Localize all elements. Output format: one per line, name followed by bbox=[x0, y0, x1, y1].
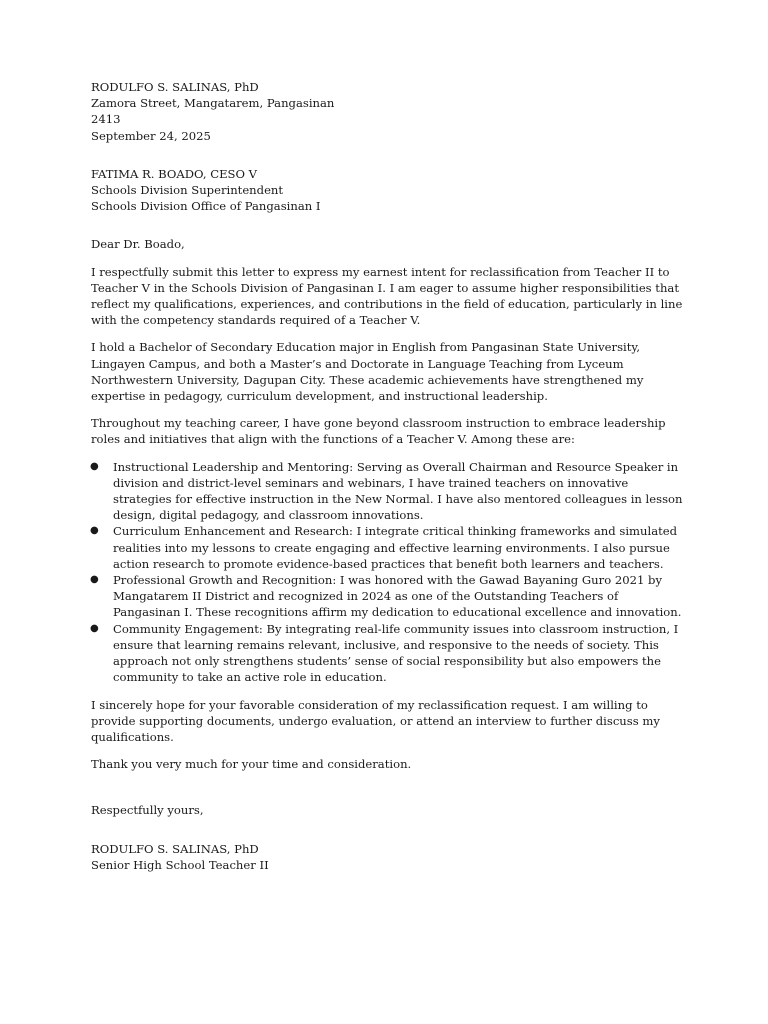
list-item-text: Curriculum Enhancement and Research: I integrate critical thinking frameworks and simulated realities into my lessons to create engaging and effective learning environments. I also pursue action research to promote evidence-based practices that benefit both learners and teachers. bbox=[113, 524, 678, 571]
recipient-name: FATIMA R. BOADO, CESO V bbox=[91, 166, 258, 181]
salutation: Dear Dr. Boado, bbox=[91, 237, 185, 252]
sender-block bbox=[91, 79, 685, 144]
bullet-icon: ● bbox=[90, 460, 99, 472]
list-item bbox=[91, 459, 685, 524]
paragraph-request: I sincerely hope for your favorable consideration of my reclassification request. I am willing to provide supporting documents, undergo evaluation, or attend an interview to further discuss my qualifications. bbox=[91, 697, 660, 744]
paragraph-education: I hold a Bachelor of Secondary Education major in English from Pangasinan State University, Lingayen Campus, and both a Master’s and Doctorate in Language Teaching from Lyceum Northwestern University, Dagupan City. These academic achievements have strengthened my expertise in pedagogy, curriculum development, and instructional leadership. bbox=[91, 340, 644, 404]
list-item-text: Instructional Leadership and Mentoring: Serving as Overall Chairman and Resource Speaker in division and district-level seminars and webinars, I have trained teachers on innovative strategies for effective instruction in the New Normal. I have also mentored colleagues in lesson design, digital pedagogy, and classroom innovations. bbox=[113, 459, 683, 523]
bullet-icon: ● bbox=[90, 525, 99, 537]
recipient-title: Schools Division Superintendent bbox=[91, 183, 284, 198]
bullet-icon: ● bbox=[90, 574, 99, 586]
signature-block bbox=[91, 841, 685, 873]
list-item bbox=[91, 523, 685, 572]
complimentary-close: Respectfully yours, bbox=[91, 803, 204, 818]
paragraph-intro: I respectfully submit this letter to express my earnest intent for reclassification from Teacher II to Teacher V in the Schools Division of Pangasinan I. I am eager to assume higher responsibilities that reflect my qualifications, experiences, and contributions in the field of education, particularly in line with the competency standards required of a Teacher V. bbox=[91, 264, 683, 328]
sender-zip: 2413 bbox=[91, 112, 121, 127]
list-item-text: Community Engagement: By integrating real-life community issues into classroom instruction, I ensure that learning remains relevant, inclusive, and responsive to the needs of society. This approach not only strengthens students’ sense of social responsibility but also empowers the community to take an active role in education. bbox=[113, 621, 679, 685]
signature-title: Senior High School Teacher II bbox=[91, 857, 269, 872]
recipient-block bbox=[91, 166, 685, 215]
paragraph-career: Throughout my teaching career, I have gone beyond classroom instruction to embrace leadership roles and initiatives that align with the functions of a Teacher V. Among these are: bbox=[91, 416, 666, 447]
sender-name: RODULFO S. SALINAS, PhD bbox=[91, 80, 259, 94]
list-item bbox=[91, 621, 685, 686]
list-item bbox=[91, 572, 685, 621]
sender-street: Zamora Street, Mangatarem, Pangasinan bbox=[91, 96, 335, 111]
bullet-icon: ● bbox=[90, 622, 99, 634]
recipient-office: Schools Division Office of Pangasinan I bbox=[91, 199, 321, 214]
letter-page bbox=[91, 79, 685, 873]
letter-date: September 24, 2025 bbox=[91, 128, 211, 143]
signature-name: RODULFO S. SALINAS, PhD bbox=[91, 841, 259, 856]
list-item-text: Professional Growth and Recognition: I was honored with the Gawad Bayaning Guro 2021 by Mangatarem II District and recognized in 2024 as one of the Outstanding Teachers of Pangasinan I. These recognitions affirm my dedication to educational excellence and innovation. bbox=[113, 573, 682, 620]
achievement-list bbox=[91, 459, 685, 686]
paragraph-thanks: Thank you very much for your time and consideration. bbox=[91, 757, 412, 772]
